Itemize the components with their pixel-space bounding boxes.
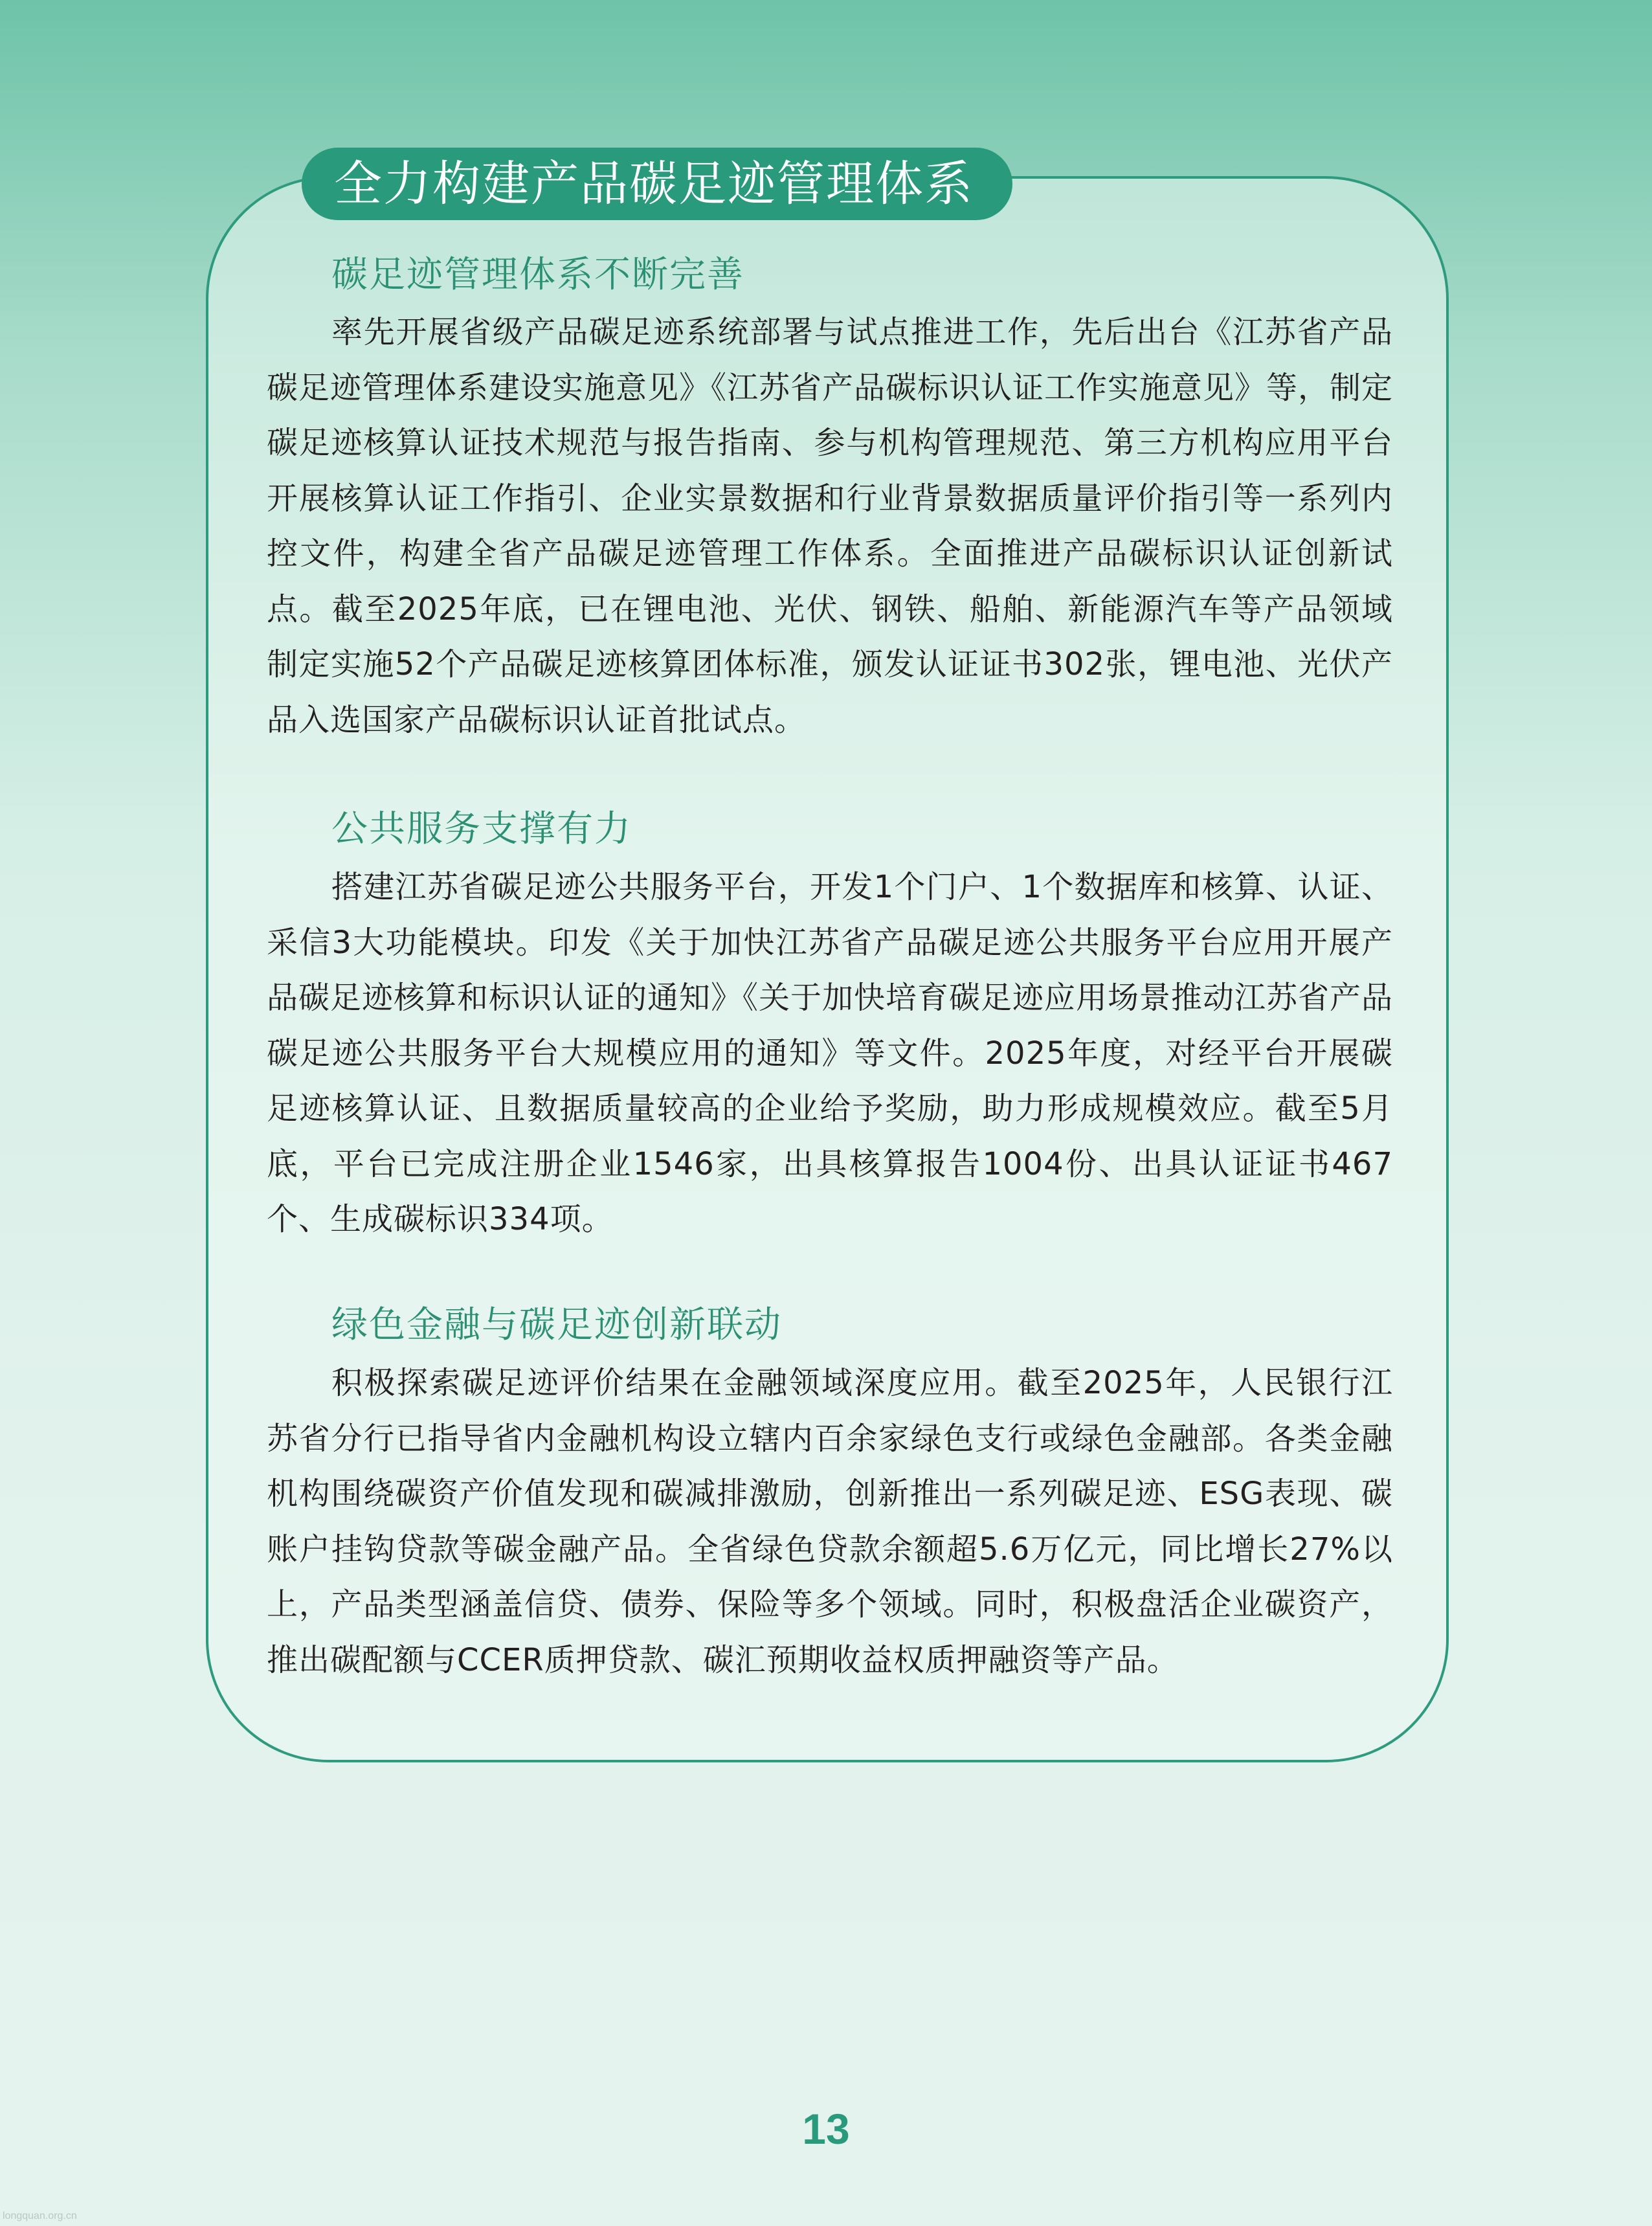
section-body-green-finance: 积极探索碳足迹评价结果在金融领域深度应用。截至2025年，人民银行江苏省分行已指导省内金融机构设立辖内百余家绿色支行或绿色金融部。各类金融机构围绕碳资产价值发现和碳减排激励，创新推出一系列碳足迹、ESG表现、碳账户挂钩贷款等碳金融产品。全省绿色贷款余额超5.6万亿元，同比增长27%以上，产品类型涵盖信贷、债券、保险等多个领域。同时，积极盘活企业碳资产，推出碳配额与CCER质押贷款、碳汇预期收益权质押融资等产品。 [267,1365,1393,1678]
page-number: 13 [802,2105,850,2153]
watermark: longquan.org.cn [3,2210,77,2221]
section-heading-public-service: 公共服务支撑有力 [331,808,632,850]
section-heading-green-finance: 绿色金融与碳足迹创新联动 [331,1304,782,1346]
page-title: 全力构建产品碳足迹管理体系 [302,148,1012,220]
section-body-public-service: 搭建江苏省碳足迹公共服务平台，开发1个门户、1个数据库和核算、认证、采信3大功能模块。印发《关于加快江苏省产品碳足迹公共服务平台应用开展产品碳足迹核算和标识认证的通知》《关于加快培育碳足迹应用场景推动江苏省产品碳足迹公共服务平台大规模应用的通知》等文件。2025年度，对经平台开展碳足迹核算认证、且数据质量较高的企业给予奖励，助力形成规模效应。截至5月底，平台已完成注册企业1546家，出具核算报告1004份、出具认证证书467个、生成碳标识334项。 [267,869,1394,1237]
section-heading-management-system: 碳足迹管理体系不断完善 [331,254,744,296]
section-body-management-system: 率先开展省级产品碳足迹系统部署与试点推进工作，先后出台《江苏省产品碳足迹管理体系建设实施意见》《江苏省产品碳标识认证工作实施意见》等，制定碳足迹核算认证技术规范与报告指南、参与机构管理规范、第三方机构应用平台开展核算认证工作指引、企业实景数据和行业背景数据质量评价指引等一系列内控文件，构建全省产品碳足迹管理工作体系。全面推进产品碳标识认证创新试点。截至2025年底，已在锂电池、光伏、钢铁、船舶、新能源汽车等产品领域制定实施52个产品碳足迹核算团体标准，颁发认证证书302张，锂电池、光伏产品入选国家产品碳标识认证首批试点。 [267,314,1394,738]
